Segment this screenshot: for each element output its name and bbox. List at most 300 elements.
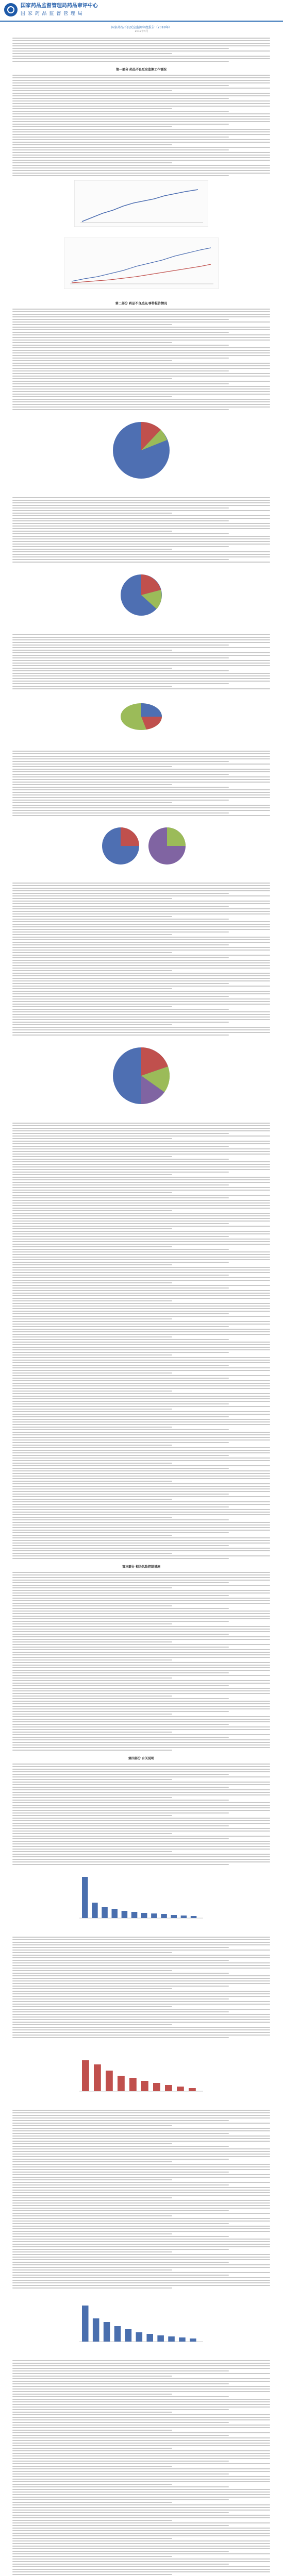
- text-line: [12, 1719, 270, 1720]
- text-line: [12, 639, 270, 640]
- text-line: [12, 1843, 270, 1844]
- bar-mark: [190, 2338, 196, 2342]
- text-line: [12, 2154, 270, 2155]
- text-line: [12, 1703, 270, 1704]
- bar-chart-2-svg: [74, 2042, 208, 2099]
- text-line: [12, 885, 270, 886]
- text-line: [12, 510, 270, 511]
- figure-caption: [12, 2103, 270, 2106]
- bar-mark: [94, 2064, 101, 2091]
- text-line: [12, 1148, 270, 1149]
- text-line: [12, 1965, 270, 1966]
- text-line: [12, 2249, 229, 2250]
- text-line: [12, 528, 270, 529]
- text-line: [12, 1231, 270, 1232]
- bar-mark: [181, 1916, 187, 1918]
- text-line: [12, 56, 270, 57]
- text-line: [12, 2246, 270, 2247]
- text-line: [12, 1006, 172, 1007]
- text-line: [12, 48, 229, 49]
- text-line: [12, 1744, 270, 1745]
- text-line: [12, 1496, 270, 1497]
- text-line: [12, 2492, 270, 2493]
- text-line: [12, 1512, 270, 1513]
- text-line: [12, 1747, 270, 1748]
- bar-mark: [141, 2081, 148, 2091]
- text-line: [12, 2437, 270, 2438]
- text-line: [12, 2001, 270, 2002]
- text-line: [12, 753, 270, 754]
- text-line: [12, 1779, 172, 1780]
- text-line: [12, 939, 270, 940]
- text-line: [12, 1362, 270, 1363]
- text-line: [12, 314, 270, 315]
- text-line: [12, 536, 270, 537]
- text-line: [12, 1672, 229, 1673]
- text-line: [12, 2287, 172, 2289]
- text-line: [12, 401, 270, 402]
- text-line: [12, 2419, 270, 2420]
- section-heading: 第一部分 药品不良反应监测工作情况: [115, 68, 167, 72]
- text-line: [12, 1019, 270, 1020]
- text-line: [12, 1136, 270, 1137]
- text-line: [12, 2551, 229, 2552]
- text-line: [12, 2440, 270, 2441]
- text-line: [12, 1787, 229, 1788]
- text-line: [12, 1506, 229, 1507]
- text-line: [12, 1629, 270, 1630]
- text-line: [12, 2151, 270, 2152]
- text-line: [12, 1737, 229, 1738]
- text-line: [12, 2009, 270, 2010]
- text-line: [12, 792, 270, 793]
- text-line: [12, 2504, 270, 2505]
- pie-chart-2-svg: [105, 567, 177, 623]
- text-line: [12, 1805, 270, 1806]
- text-line: [12, 2556, 172, 2557]
- text-line: [12, 1218, 270, 1219]
- text-line: [12, 1957, 270, 1958]
- text-line: [12, 1488, 270, 1489]
- figure-caption: [12, 744, 270, 747]
- text-line: [12, 934, 172, 935]
- text-line: [12, 1226, 270, 1227]
- text-line: [12, 1365, 229, 1366]
- text-line: [12, 360, 172, 361]
- text-line: [12, 82, 270, 83]
- text-line: [12, 1166, 270, 1167]
- section-text: [12, 1572, 270, 1751]
- text-line: [12, 2190, 270, 2191]
- text-line: [12, 98, 229, 99]
- pie-chart-2: [105, 567, 177, 623]
- text-line: [12, 1347, 270, 1348]
- text-line: [12, 642, 270, 643]
- text-line: [12, 134, 270, 135]
- text-line: [12, 2120, 229, 2121]
- text-line: [12, 657, 229, 658]
- text-line: [12, 544, 270, 545]
- text-line: [12, 386, 270, 387]
- text-line: [12, 327, 270, 328]
- text-line: [12, 1287, 229, 1289]
- text-line: [12, 2445, 270, 2446]
- text-line: [12, 167, 270, 168]
- text-line: [12, 2515, 270, 2516]
- text-line: [12, 1200, 270, 1201]
- text-line: [12, 756, 270, 757]
- text-line: [12, 2029, 270, 2030]
- text-line: [12, 131, 270, 132]
- text-line: [12, 391, 270, 392]
- text-line: [12, 1458, 270, 1459]
- text-line: [12, 2386, 270, 2387]
- text-line: [12, 637, 270, 638]
- text-line: [12, 2148, 270, 2149]
- text-line: [12, 2239, 270, 2240]
- text-line: [12, 2133, 229, 2134]
- text-line: [12, 1300, 172, 1301]
- text-line: [12, 2564, 229, 2565]
- text-line: [12, 1623, 172, 1624]
- text-line: [12, 368, 270, 369]
- text-line: [12, 1677, 172, 1679]
- text-line: [12, 2006, 172, 2007]
- text-line: [12, 1657, 270, 1658]
- text-line: [12, 973, 270, 974]
- text-line: [12, 681, 270, 682]
- text-line: [12, 908, 270, 909]
- text-line: [12, 2522, 270, 2523]
- text-line: [12, 350, 270, 351]
- text-line: [12, 1991, 270, 1992]
- text-line: [12, 1029, 270, 1030]
- text-line: [12, 311, 270, 312]
- text-line: [12, 2215, 172, 2216]
- text-line: [12, 812, 229, 814]
- text-line: [12, 2412, 172, 2413]
- text-line: [12, 85, 229, 86]
- text-line: [12, 103, 270, 104]
- text-line: [12, 2533, 270, 2534]
- text-line: [12, 931, 229, 933]
- text-line: [12, 2110, 270, 2111]
- bar-mark: [191, 1916, 197, 1918]
- text-line: [12, 1393, 270, 1394]
- section-text: [12, 1764, 270, 1865]
- text-line: [12, 500, 270, 501]
- text-line: [12, 1732, 172, 1733]
- text-line: [12, 378, 172, 379]
- text-line: [12, 2414, 270, 2415]
- text-line: [12, 363, 270, 364]
- text-line: [12, 2484, 172, 2485]
- text-line: [12, 1184, 229, 1185]
- text-line: [12, 155, 270, 156]
- text-line: [12, 347, 270, 348]
- text-line: [12, 2164, 270, 2165]
- text-line: [12, 2443, 270, 2444]
- text-line: [12, 520, 229, 521]
- text-line: [12, 911, 270, 912]
- text-line: [12, 1249, 229, 1250]
- bar-mark: [153, 2083, 160, 2091]
- text-line: [12, 1680, 270, 1681]
- text-line: [12, 2497, 270, 2498]
- text-line: [12, 1295, 270, 1296]
- text-line: [12, 523, 270, 524]
- text-line: [12, 1398, 270, 1399]
- text-line: [12, 1621, 229, 1622]
- section-text: [12, 1937, 270, 2038]
- pie-chart-4-svg: [90, 820, 193, 872]
- text-line: [12, 1233, 270, 1234]
- text-line: [12, 1016, 270, 1018]
- text-line: [12, 1580, 270, 1581]
- text-line: [12, 1993, 270, 1994]
- bar-mark: [179, 2337, 186, 2342]
- figure-caption: [12, 1930, 270, 1933]
- pie-chart-3: [105, 693, 177, 740]
- text-line: [12, 652, 270, 653]
- text-line: [12, 978, 270, 979]
- bar-chart-1: [74, 1869, 208, 1926]
- text-line: [12, 1644, 270, 1645]
- text-line: [12, 334, 270, 335]
- text-line: [12, 324, 172, 325]
- text-line: [12, 1654, 270, 1655]
- bar-chart-1-svg: [74, 1869, 208, 1926]
- text-line: [12, 1210, 172, 1211]
- text-line: [12, 1372, 172, 1374]
- org-name: 国家药品监督管理局药品审评中心: [21, 3, 98, 9]
- text-line: [12, 1535, 172, 1536]
- text-line: [12, 2282, 270, 2283]
- text-line: [12, 1517, 172, 1518]
- text-line: [12, 688, 270, 689]
- text-line: [12, 340, 270, 341]
- text-line: [12, 1823, 270, 1824]
- text-line: [12, 95, 270, 96]
- text-line: [12, 2540, 270, 2541]
- text-line: [12, 1411, 270, 1412]
- text-line: [12, 337, 270, 338]
- text-line: [12, 1634, 229, 1635]
- text-line: [12, 1509, 270, 1510]
- text-line: [12, 2499, 229, 2500]
- bar-mark: [82, 1877, 88, 1918]
- text-line: [12, 797, 270, 798]
- text-line: [12, 1437, 270, 1438]
- text-line: [12, 2244, 270, 2245]
- text-line: [12, 533, 229, 534]
- text-line: [12, 2546, 270, 2547]
- text-line: [12, 2117, 270, 2119]
- text-line: [12, 352, 270, 353]
- text-line: [12, 1179, 270, 1180]
- text-line: [12, 1460, 270, 1461]
- text-line: [12, 1774, 229, 1775]
- text-line: [12, 2275, 229, 2276]
- text-line: [12, 1659, 172, 1660]
- text-line: [12, 1726, 270, 1727]
- text-line: [12, 50, 270, 52]
- text-line: [12, 1524, 270, 1526]
- text-line: [12, 2231, 270, 2232]
- text-line: [12, 139, 270, 140]
- pie-slice: [121, 827, 139, 846]
- text-line: [12, 1815, 172, 1816]
- text-line: [12, 1267, 270, 1268]
- text-line: [12, 399, 270, 400]
- text-line: [12, 1450, 270, 1451]
- text-line: [12, 1290, 270, 1291]
- text-line: [12, 2184, 229, 2185]
- text-line: [12, 2112, 270, 2113]
- text-line: [12, 38, 270, 39]
- text-line: [12, 142, 270, 143]
- text-line: [12, 970, 172, 971]
- text-line: [12, 2535, 270, 2536]
- text-line: [12, 2262, 229, 2263]
- text-line: [12, 2455, 270, 2456]
- text-line: [12, 157, 270, 158]
- text-line: [12, 526, 270, 527]
- text-line: [12, 2233, 172, 2234]
- text-line: [12, 126, 172, 127]
- text-line: [12, 2177, 270, 2178]
- text-line: [12, 1802, 270, 1803]
- text-line: [12, 991, 270, 992]
- text-line: [12, 1447, 270, 1448]
- text-line: [12, 1192, 172, 1193]
- text-line: [12, 996, 229, 997]
- text-line: [12, 1143, 270, 1144]
- text-line: [12, 1960, 229, 1961]
- text-line: [12, 61, 229, 62]
- text-line: [12, 1228, 172, 1229]
- text-line: [12, 1587, 172, 1588]
- text-line: [12, 1537, 270, 1538]
- text-line: [12, 1146, 229, 1147]
- text-line: [12, 1439, 270, 1440]
- pie-chart-5-svg: [105, 1040, 177, 1112]
- text-line: [12, 919, 229, 920]
- text-line: [12, 1241, 270, 1242]
- text-line: [12, 1701, 270, 1702]
- text-line: [12, 1024, 172, 1025]
- text-line: [12, 149, 229, 150]
- text-line: [12, 2269, 172, 2270]
- text-line: [12, 975, 270, 976]
- text-line: [12, 396, 172, 397]
- text-line: [12, 893, 229, 894]
- text-line: [12, 1849, 270, 1850]
- bar-mark: [112, 1909, 118, 1918]
- text-line: [12, 789, 270, 790]
- text-line: [12, 764, 270, 765]
- text-line: [12, 2399, 270, 2400]
- text-line: [12, 883, 270, 884]
- text-line: [12, 1649, 270, 1650]
- text-line: [12, 1962, 270, 1963]
- text-line: [12, 1195, 270, 1196]
- text-line: [12, 2520, 172, 2521]
- bar-mark: [92, 1903, 98, 1918]
- text-line: [12, 2197, 172, 2198]
- text-line: [12, 2404, 270, 2405]
- figure-caption: [12, 876, 270, 878]
- text-line: [12, 1123, 270, 1124]
- text-line: [12, 1473, 270, 1474]
- text-line: [12, 319, 229, 320]
- text-line: [12, 1540, 270, 1541]
- text-line: [12, 2221, 270, 2222]
- text-line: [12, 1769, 270, 1770]
- text-line: [12, 779, 270, 780]
- text-line: [12, 898, 172, 899]
- text-line: [12, 1952, 172, 1953]
- text-line: [12, 2179, 172, 2180]
- text-line: [12, 513, 172, 514]
- text-line: [12, 980, 270, 981]
- text-line: [12, 2425, 270, 2426]
- text-line: [12, 1221, 270, 1222]
- text-line: [12, 774, 229, 775]
- text-line: [12, 1409, 172, 1410]
- text-line: [12, 2027, 270, 2028]
- text-line: [12, 2192, 270, 2193]
- text-line: [12, 950, 270, 951]
- text-line: [12, 1318, 172, 1319]
- text-line: [12, 1942, 270, 1943]
- text-line: [12, 1128, 270, 1129]
- text-line: [12, 144, 172, 145]
- text-line: [12, 1693, 270, 1694]
- text-line: [12, 769, 270, 770]
- text-line: [12, 906, 229, 907]
- text-line: [12, 1854, 270, 1855]
- text-line: [12, 1836, 270, 1837]
- text-line: [12, 1555, 270, 1556]
- text-line: [12, 1483, 270, 1484]
- text-line: [12, 2566, 270, 2567]
- section-text: [12, 751, 270, 816]
- text-line: [12, 2138, 270, 2139]
- text-line: [12, 2264, 270, 2265]
- text-line: [12, 373, 270, 374]
- text-line: [12, 2205, 270, 2206]
- text-line: [12, 2574, 172, 2575]
- text-line: [12, 1481, 172, 1482]
- text-line: [12, 562, 270, 563]
- text-line: [12, 309, 270, 310]
- text-line: [12, 1595, 229, 1596]
- line-chart-1: [74, 180, 208, 227]
- text-line: [12, 2014, 270, 2015]
- text-line: [12, 1662, 270, 1663]
- text-line: [12, 2363, 270, 2364]
- text-line: [12, 1861, 270, 1862]
- section-text: [12, 309, 270, 410]
- text-line: [12, 554, 270, 555]
- text-line: [12, 1354, 172, 1355]
- text-line: [12, 1636, 270, 1637]
- text-line: [12, 2476, 270, 2477]
- section-heading: 第三部分 相关风险控制措施: [122, 1565, 161, 1569]
- text-line: [12, 888, 270, 889]
- text-line: [12, 2538, 172, 2539]
